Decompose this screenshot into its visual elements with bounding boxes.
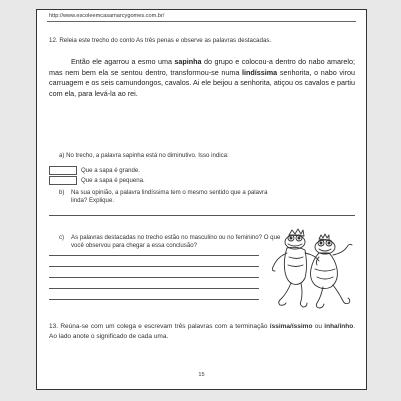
option-1-label: Que a sapa é grande. <box>81 167 140 174</box>
answer-line-c-2[interactable] <box>49 266 259 267</box>
header-divider <box>47 21 356 22</box>
item-b-text-line2: linda? Explique. <box>71 197 115 204</box>
question-13-text-2: ou <box>312 323 325 330</box>
item-c-text-line2: você observou para chegar a essa conclusão? <box>71 242 198 249</box>
item-c-text-line1: As palavras destacadas no trecho estão no masculino ou no feminino? O que <box>71 234 281 241</box>
item-b-label: b) <box>59 189 65 196</box>
question-13-text-1: Reúna-se com um colega e escrevam três palavras com a terminação <box>58 323 270 330</box>
highlight-word-sapinha: sapinha <box>174 57 202 66</box>
item-c-label: c) <box>59 234 65 241</box>
passage-text-2: do grupo e colocou-a dentro do nabo amarelo; mas nem bem ela se sentou dentro, transformou-se numa <box>49 57 356 77</box>
highlight-word-lindissima: lindíssima <box>242 67 278 77</box>
passage-text-1: Então ele agarrou a esmo uma <box>71 57 175 66</box>
answer-line-c-5[interactable] <box>49 299 259 300</box>
frog-couple-illustration <box>267 225 359 317</box>
answer-box-1[interactable] <box>49 166 77 175</box>
item-a-text: a) No trecho, a palavra sapinha está no diminutivo. Isso indica: <box>59 152 229 159</box>
answer-line-c-4[interactable] <box>49 288 259 289</box>
question-13-suffix-issima: íssima/íssimo <box>269 323 313 330</box>
question-13-number: 13. <box>49 323 59 330</box>
question-13-text-3: . Ao lado anote o significado de cada uma. <box>49 323 355 340</box>
question-13-suffix-inha: inha/inho <box>324 323 354 330</box>
question-12-prompt: 12. Releia este trecho do conto As três penas e observe as palavras destacadas. <box>49 37 272 44</box>
answer-box-2[interactable] <box>49 176 77 185</box>
answer-line-c-1[interactable] <box>49 255 259 256</box>
option-2-label: Que a sapa é pequena. <box>81 177 145 184</box>
story-passage <box>49 57 355 99</box>
header-url: http://www.escoleemcasamarcygomes.com.br/ <box>49 13 165 19</box>
item-b-text-line1: Na sua opinião, a palavra lindíssima tem o mesmo sentido que a palavra <box>71 189 268 196</box>
answer-line-c-3[interactable] <box>49 277 259 278</box>
passage-text-3: senhorita, o nabo virou carruagem e os seis camundongos, cavalos. Ai ele beijou a senhorita, atiçou os cavalos e partiu com ela, para levá-la ao rei. <box>49 67 355 98</box>
worksheet-page <box>36 9 367 390</box>
question-13 <box>49 322 355 341</box>
answer-line-b[interactable] <box>49 215 355 216</box>
page-number: 15 <box>198 372 205 378</box>
